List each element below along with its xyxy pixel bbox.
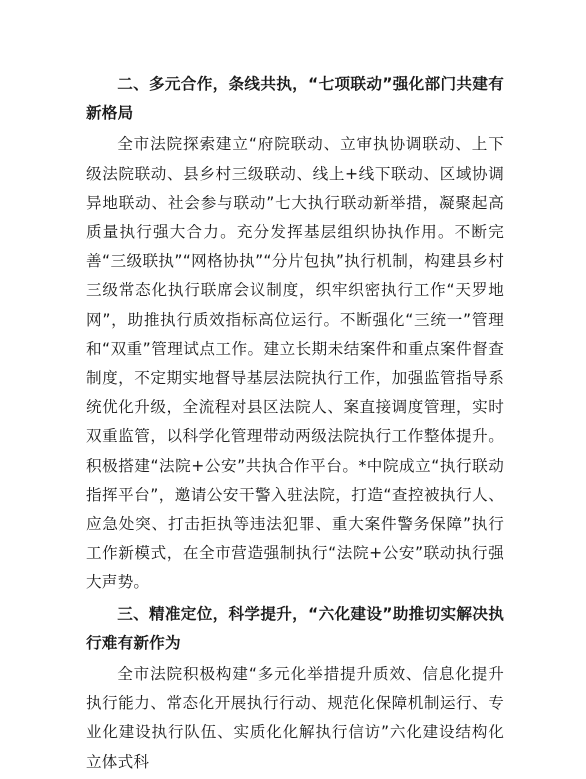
section-heading-3: 三、精准定位，科学提升，“六化建设”助推切实解决执行难有新作为 (86, 604, 504, 652)
section-heading-2: 二、多元合作，条线共执，“七项联动”强化部门共建有新格局 (86, 75, 504, 123)
body-paragraph-1: 全市法院探索建立“府院联动、立审执协调联动、上下级法院联动、县乡村三级联动、线上+线下联动、区域协调异地联动、社会参与联动”七大执行联动新举措，凝聚起高质量执行强大合力。充分发挥基层组织协执作用。不断完善“三级联执”“网格协执”“分片包执”执行机制，构建县乡村三级常态化执行联席会议制度，织牢织密执行工作“天罗地网”，助推执行质效指标高位运行。不断强化“三统一”管理和“双重”管理试点工作。建立长期未结案件和重点案件督查制度，不定期实地督导基层法院执行工作，加强监管指导系统优化升级，全流程对县区法院人、案直接调度管理，实时双重监管，以科学化管理带动两级法院执行工作整体提升。积极搭建“法院+公安”共执合作平台。*中院成立“执行联动指挥平台”，邀请公安干警入驻法院，打造“查控被执行人、应急处突、打击拒执等违法犯罪、重大案件警务保障”执行工作新模式，在全市营造强制执行“法院+公安”联动执行强大声势。 (86, 135, 504, 592)
document-page (86, 70, 504, 779)
body-paragraph-2: 全市法院积极构建“多元化举措提升质效、信息化提升执行能力、常态化开展执行行动、规范化保障机制运行、专业化建设执行队伍、实质化化解执行信访”六化建设结构化立体式科 (86, 665, 504, 771)
